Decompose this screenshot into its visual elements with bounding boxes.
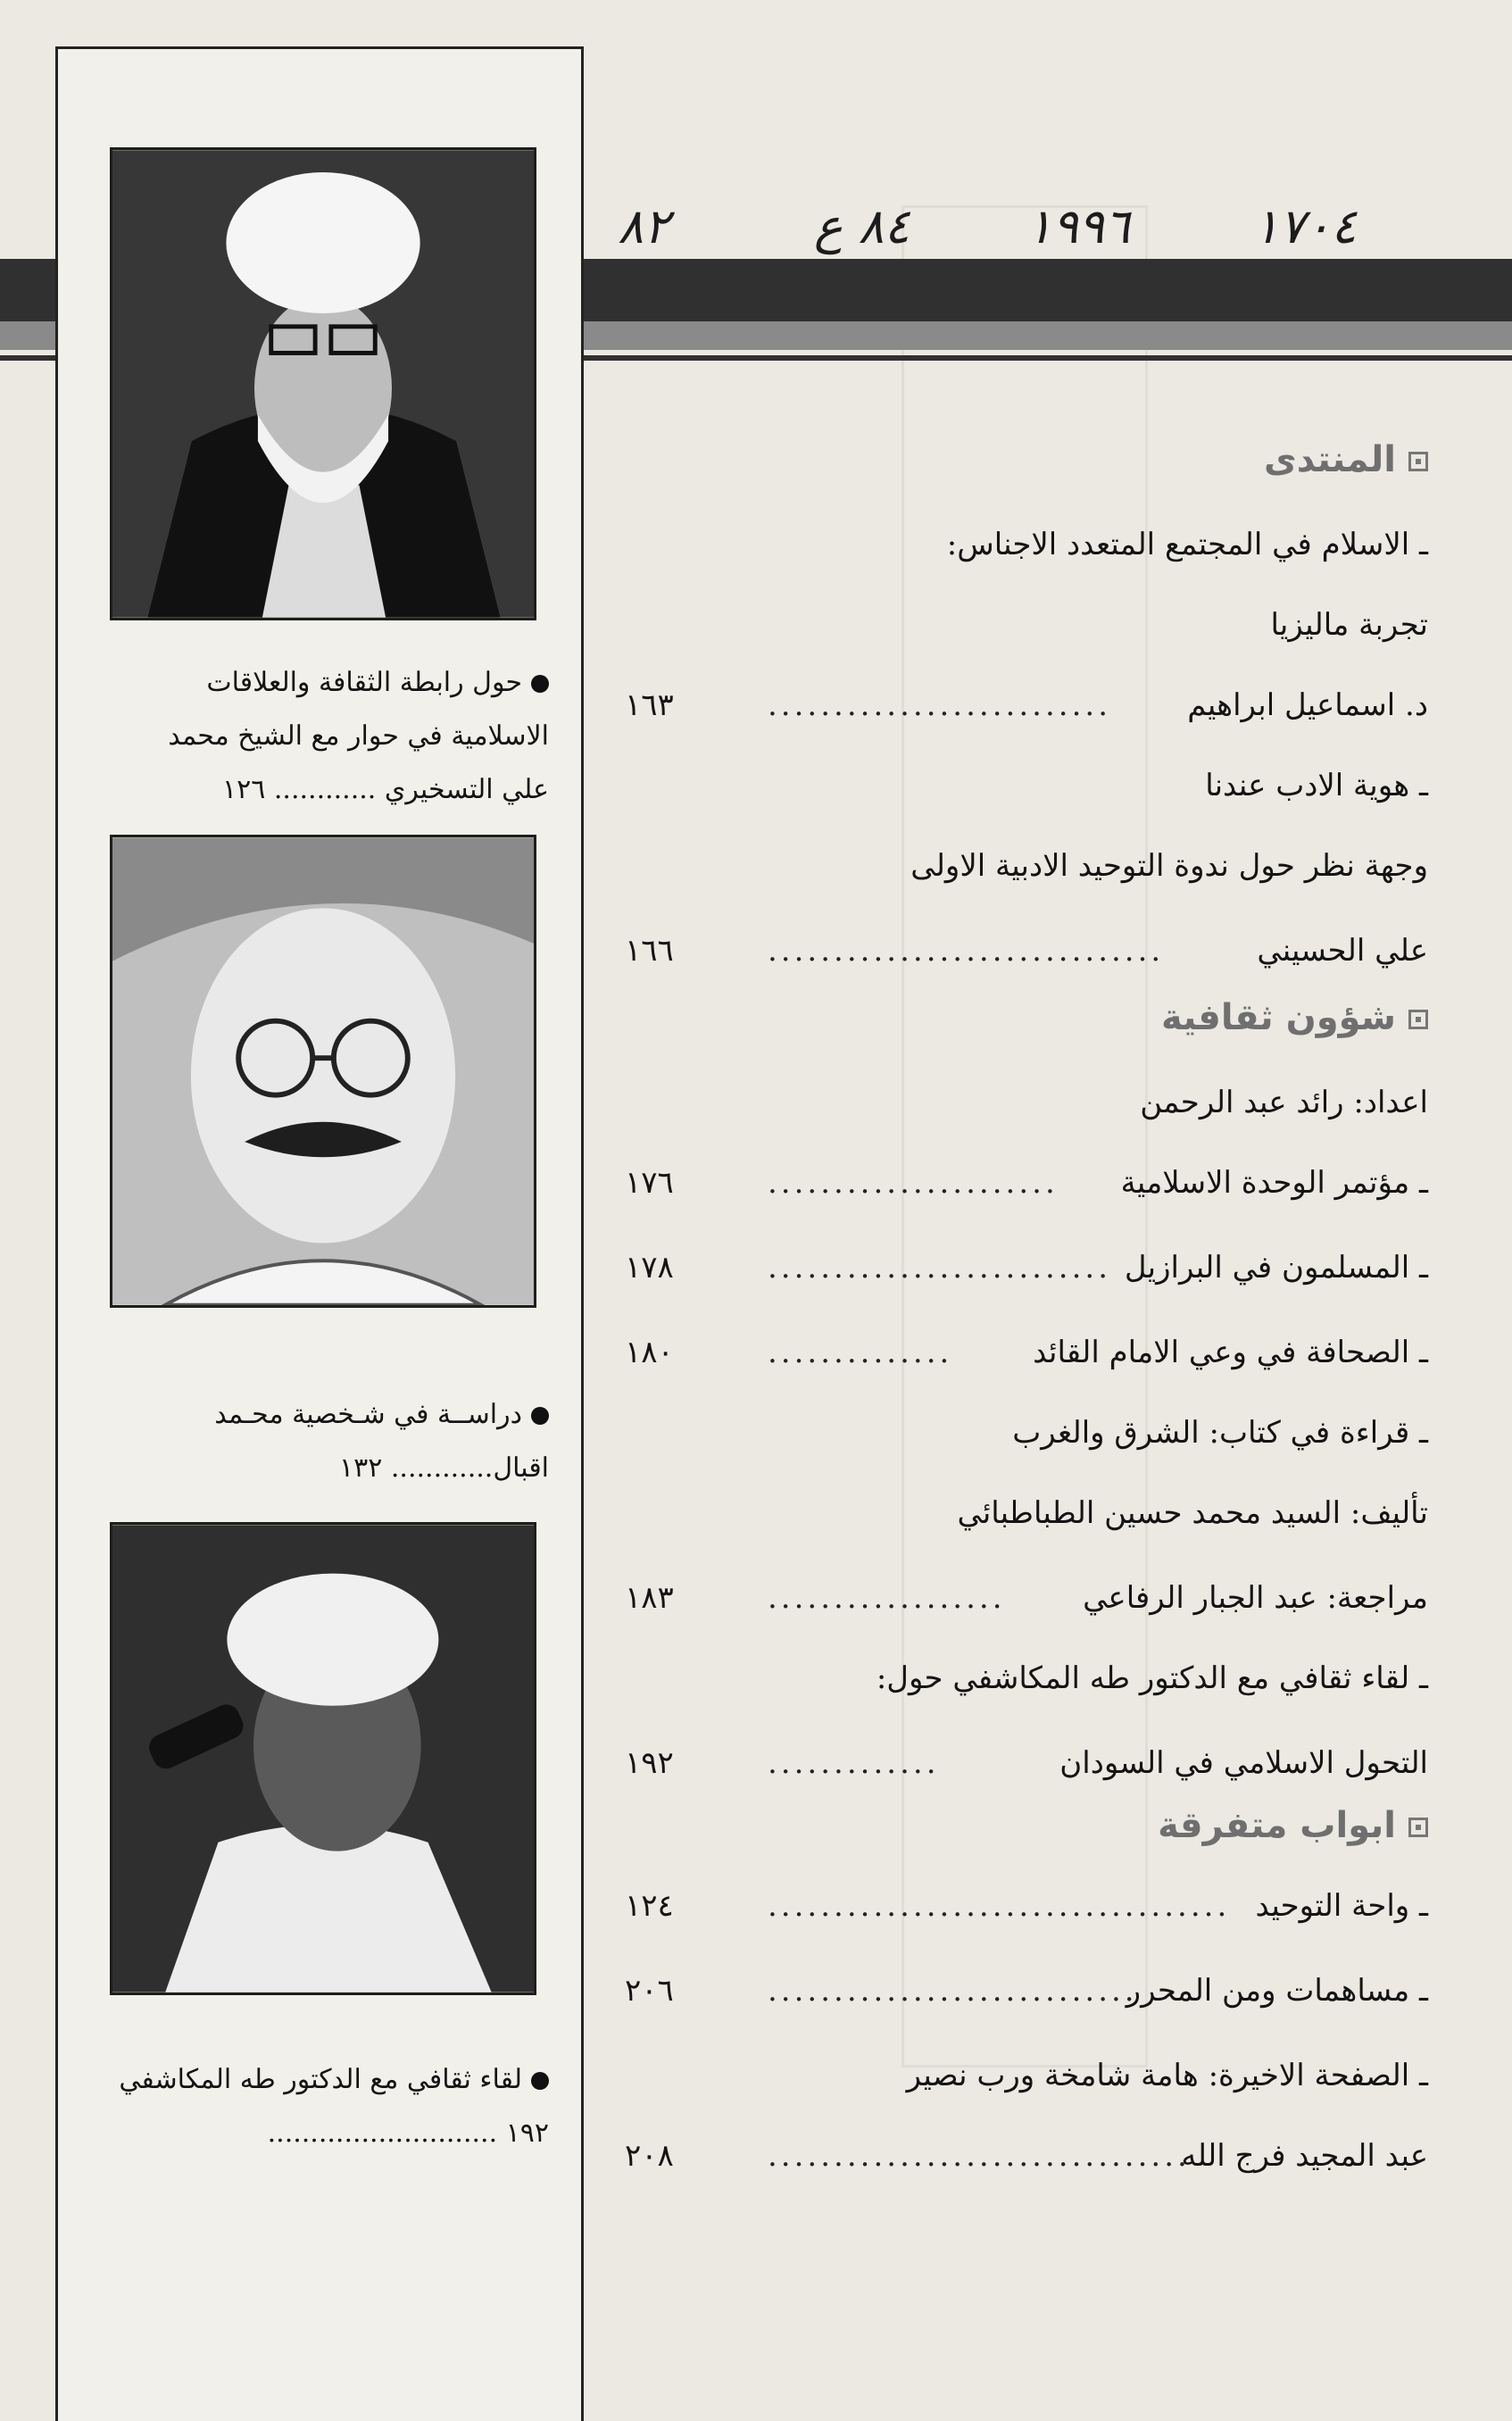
portrait-sketch-iqbal bbox=[110, 835, 536, 1308]
page-number: ١٦٣ bbox=[625, 687, 674, 723]
caption-tashkiri: حول رابطة الثقافة والعلاقات الاسلامية في حوار مع الشيخ محمد علي التسخيري ............ ١٢٦ bbox=[168, 667, 549, 805]
portrait-image bbox=[112, 1525, 534, 1993]
portrait-image bbox=[112, 150, 534, 618]
toc-entry: ـ مساهمات ومن المحرر ............................ ٢٠٦ bbox=[625, 1964, 1428, 2018]
caption-iqbal: دراســة في شـخصية محـمد اقبال............ ١٣٢ bbox=[214, 1399, 549, 1484]
page-number: ١٨٣ bbox=[625, 1580, 674, 1616]
toc-entry: التحول الاسلامي في السودان ............. ١٩٢ bbox=[625, 1736, 1428, 1790]
handwritten-note: ٨٢ bbox=[618, 198, 670, 254]
toc-entry: تجربة ماليزيا bbox=[1270, 607, 1428, 643]
section-heading: ابواب متفرقة bbox=[1158, 1794, 1428, 1857]
toc-entry: علي الحسيني .............................. ١٦٦ bbox=[625, 924, 1428, 978]
portrait-photo-mukashifi bbox=[110, 1522, 536, 1995]
toc-entry: ـ الصحافة في وعي الامام القائد .............. ١٨٠ bbox=[625, 1326, 1428, 1379]
page-number: ١٩٢ bbox=[505, 2117, 549, 2149]
page-number: ١٧٦ bbox=[625, 1165, 674, 1201]
section-square-icon bbox=[1408, 1010, 1428, 1029]
section-heading: المنتدى bbox=[1264, 428, 1428, 491]
toc-entry: عبد المجيد فرج الله ................................ ٢٠٨ bbox=[625, 2129, 1428, 2183]
portrait-photo-tashkiri bbox=[110, 147, 536, 620]
toc-entry: ـ هوية الادب عندنا bbox=[1205, 768, 1428, 803]
page-number: ١٢٦ bbox=[222, 774, 266, 805]
bullet-icon bbox=[531, 1407, 549, 1425]
page-number: ١٨٠ bbox=[625, 1335, 674, 1370]
toc-entry: ـ قراءة في كتاب: الشرق والغرب bbox=[1012, 1415, 1428, 1451]
toc-entry: ـ مؤتمر الوحدة الاسلامية ...................... ١٧٦ bbox=[625, 1156, 1428, 1210]
page-number: ١٣٢ bbox=[339, 1452, 383, 1484]
toc-entry: ـ لقاء ثقافي مع الدكتور طه المكاشفي حول: bbox=[876, 1660, 1428, 1696]
toc-entry: ـ الاسلام في المجتمع المتعدد الاجناس: bbox=[946, 527, 1428, 562]
page-number: ٢٠٨ bbox=[625, 2138, 674, 2174]
toc-entry: اعداد: رائد عبد الرحمن bbox=[1140, 1085, 1428, 1120]
page-number: ١٩٢ bbox=[625, 1745, 674, 1781]
section-square-icon bbox=[1408, 452, 1428, 471]
toc-entry: ـ المسلمون في البرازيل .......................... ١٧٨ bbox=[625, 1241, 1428, 1294]
handwritten-note: ١٧٠٤ bbox=[1253, 198, 1358, 254]
section-heading: شؤون ثقافية bbox=[1161, 986, 1428, 1049]
toc-entry: تأليف: السيد محمد حسين الطباطبائي bbox=[957, 1495, 1428, 1531]
bullet-icon bbox=[531, 2072, 549, 2090]
toc-entry: ـ واحة التوحيد ................................... ١٢٤ bbox=[625, 1879, 1428, 1933]
toc-entry: مراجعة: عبد الجبار الرفاعي .................. ١٨٣ bbox=[625, 1571, 1428, 1625]
bullet-icon bbox=[531, 675, 549, 693]
feature-column bbox=[55, 46, 584, 2421]
caption-mukashifi: لقاء ثقافي مع الدكتور طه المكاشفي ١٩٢ ........................... bbox=[119, 2064, 549, 2149]
page-number: ٢٠٦ bbox=[625, 1973, 674, 2009]
toc-entry: وجهة نظر حول ندوة التوحيد الادبية الاولى bbox=[910, 848, 1428, 884]
handwritten-note: ١٩٩٦ bbox=[1026, 198, 1131, 254]
toc-entry: ـ الصفحة الاخيرة: هامة شامخة ورب نصير bbox=[906, 2058, 1428, 2093]
toc-entry: د. اسماعيل ابراهيم .......................... ١٦٣ bbox=[625, 678, 1428, 732]
page-number: ١٧٨ bbox=[625, 1250, 674, 1285]
page-number: ١٦٦ bbox=[625, 933, 674, 969]
portrait-image bbox=[112, 837, 534, 1305]
page-number: ١٢٤ bbox=[625, 1888, 674, 1924]
handwritten-note: ٨٤ ع bbox=[814, 198, 910, 254]
section-square-icon bbox=[1408, 1818, 1428, 1837]
